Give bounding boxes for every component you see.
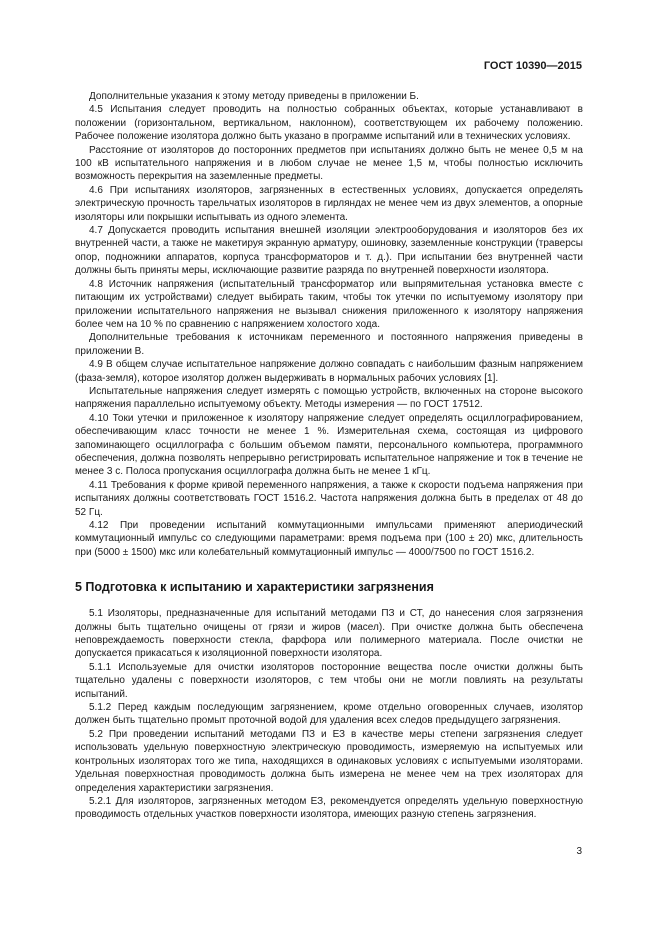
paragraph: 4.6 При испытаниях изоляторов, загрязненных в естественных условиях, допускается определять электрическую прочность тарельчатых изоляторов в гирляндах не менее чем из двух элементов, а опорные изоляторы или покрышки испытывать из одного элемента.	[75, 184, 583, 223]
paragraph: Расстояние от изоляторов до посторонних предметов при испытаниях должно быть не менее 0,5 м на 100 кВ испытательного напряжения и в любом случае не менее 1,5 м, чтобы полностью исключить возможность перекрытия на заземленные предметы.	[75, 144, 583, 183]
paragraph: 4.7 Допускается проводить испытания внешней изоляции электрооборудования и изоляторов без их внутренней части, а также не макетируя экранную арматуру, ошиновку, заземленные конструкции (траверсы опор, подножники аппаратов, корпуса трансформаторов и т. д.). При испытании без внутренней части должны быть приняты меры, исключающие развитие разряда по внутренней поверхности изолятора.	[75, 225, 583, 277]
paragraph: 4.9 В общем случае испытательное напряжение должно совпадать с наибольшим фазным напряжением (фаза-земля), которое изолятор должен выдерживать в нормальных рабочих условиях [1].	[75, 359, 583, 384]
document-body	[75, 90, 583, 822]
paragraph: 5.1 Изоляторы, предназначенные для испытаний методами ПЗ и СТ, до нанесения слоя загрязнения должны быть тщательно очищены от грязи и жиров (масел). При очистке должна быть обеспечена неповреждаемость поверхности стекла, фарфора или полимерного материала. После очистки не допускается прикасаться к изоляционной поверхности изолятора.	[75, 608, 583, 660]
paragraph: 4.10 Токи утечки и приложенное к изолятору напряжение следует определять осциллографированием, обеспечивающим класс точности не менее 1 %. Измерительная схема, состоящая из цифрового запоминающего осциллографа с большим объемом памяти, персонального компьютера, программного обеспечения, должна позволять непрерывно регистрировать испытательное напряжение и ток в течение не менее 3 с. Полоса пропускания осциллографа должна быть не менее 1 кГц.	[75, 412, 583, 478]
paragraph: 5.2 При проведении испытаний методами ПЗ и ЕЗ в качестве меры степени загрязнения следует использовать удельную поверхностную электрическую проводимость, измеряемую на испытуемых или контрольных изоляторах того же типа, находящихся в одинаковых условиях с испытуемыми изоляторами. Удельная поверхностная проводимость должна быть измерена не менее чем на трех изоляторах для определения характеристики загрязнения.	[75, 728, 583, 794]
paragraph: 5.1.1 Используемые для очистки изоляторов посторонние вещества после очистки должны быть тщательно удалены с поверхности изоляторов, с тем чтобы они не могли повлиять на результаты испытаний.	[75, 661, 583, 700]
document-id: ГОСТ 10390—2015	[483, 60, 582, 72]
paragraph: Испытательные напряжения следует измерять с помощью устройств, включенных на стороне высокого напряжения параллельно испытуемому объекту. Методы измерения — по ГОСТ 17512.	[75, 385, 583, 411]
paragraph: Дополнительные требования к источникам переменного и постоянного напряжения приведены в приложении В.	[75, 332, 583, 357]
paragraph: 4.12 При проведении испытаний коммутационными импульсами применяют апериодический коммутационный импульс со следующими параметрами: время подъема при (100 ± 20) мкс, длительность при (5000 ± 1500) мкс или колебательный коммутационный импульс — 4000/7500 по ГОСТ 1516.2.	[75, 520, 583, 558]
section-heading: 5 Подготовка к испытанию и характеристики загрязнения	[75, 580, 434, 595]
page-number: 3	[576, 846, 582, 857]
paragraph: Дополнительные указания к этому методу приведены в приложении Б.	[89, 91, 419, 102]
paragraph: 4.8 Источник напряжения (испытательный трансформатор или выпрямительная установка вместе с питающим их устройствами) следует выбирать таким, чтобы ток утечки по испытуемому изолятору при приложении испытательного напряжения не вызывал снижения приложенного к изолятору напряжения более чем на 10 % по сравнению с напряжением холостого хода.	[75, 278, 583, 330]
paragraph: 4.5 Испытания следует проводить на полностью собранных объектах, которые устанавливают в положении (горизонтальном, вертикальном, наклонном), соответствующем их рабочему положению. Рабочее положение изолятора должно быть указано в программе испытаний или в технических условиях.	[75, 104, 583, 143]
paragraph: 5.2.1 Для изоляторов, загрязненных методом ЕЗ, рекомендуется определять удельную поверхностную проводимость отдельных участков поверхности изолятора, имеющих разную степень загрязнения.	[75, 795, 583, 821]
paragraph: 5.1.2 Перед каждым последующим загрязнением, кроме отдельно оговоренных случаев, изолятор должен быть тщательно промыт проточной водой для удаления всех следов предыдущего загрязнения.	[75, 702, 583, 727]
paragraph: 4.11 Требования к форме кривой переменного напряжения, а также к скорости подъема напряжения при испытаниях должны соответствовать ГОСТ 1516.2. Частота напряжения должна быть в пределах от 48 до 52 Гц.	[75, 479, 583, 518]
